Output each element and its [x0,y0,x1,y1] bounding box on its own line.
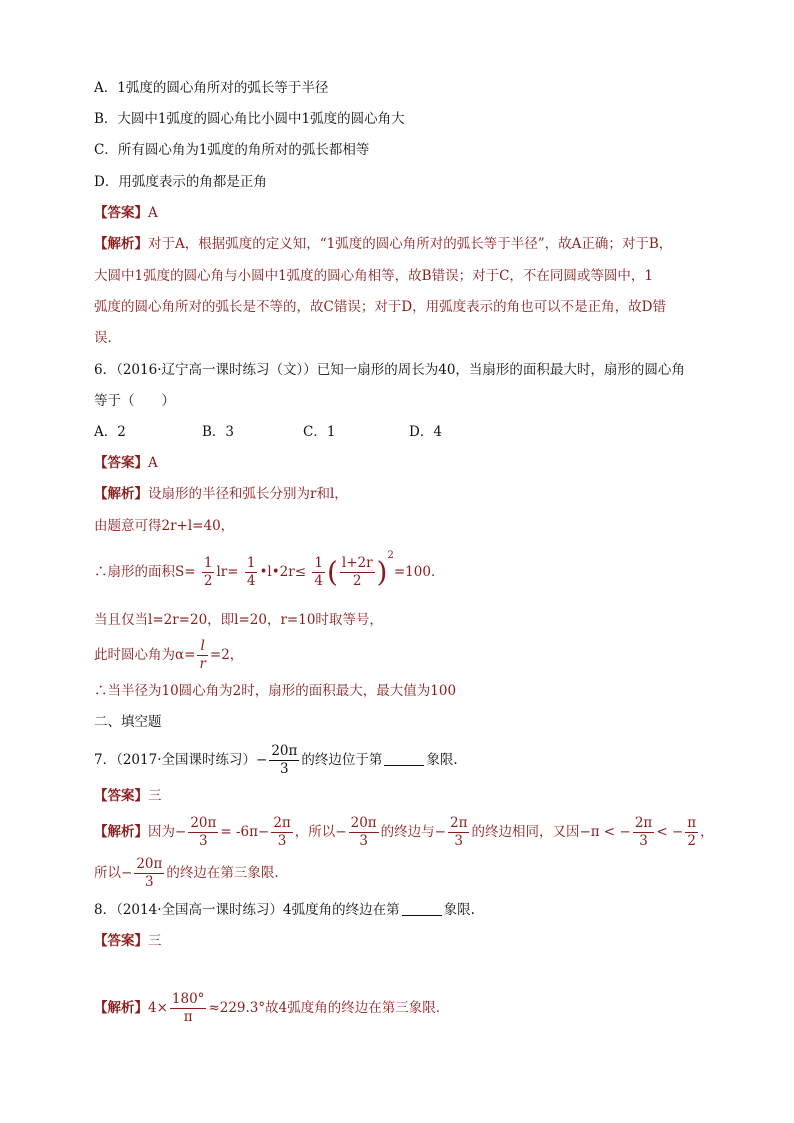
so-text: 所以 [94,865,121,881]
numerator: 20π [350,815,377,831]
q5-analysis-line-1 [94,234,672,254]
answer-value: 三 [148,933,162,949]
minus-sign: − [258,824,270,840]
numerator: l+2r [341,555,373,571]
q5-answer [94,203,158,223]
denominator: 4 [314,573,323,589]
q8-stem-text-b: 象限. [443,902,475,918]
q7-stem [94,736,458,784]
fraction-2pi-over-3-c [633,815,654,850]
q5-option-d: D．用弧度表示的角都是正角 [94,174,267,190]
numerator: 20π [190,815,217,831]
fraction-20pi-over-3-c [134,856,164,891]
because-text: 因为 [148,824,175,840]
dot-2r-text: •l•2r≤ [259,564,307,580]
minus-sign: − [121,865,133,881]
minus-sign: − [335,824,347,840]
q8-stem-text-a: 8．（2014·全国高一课时练习）4弧度角的终边在第 [94,902,400,918]
denominator: 2 [687,833,696,849]
numerator: l [197,638,207,656]
inequality-text-2: < − [656,824,684,840]
fraction-l-over-r [197,638,207,673]
q6-angle-formula [94,634,243,676]
denominator: 3 [454,833,464,849]
q7-stem-suffix-b: 象限. [426,752,458,768]
so-text: ，所以 [294,824,336,840]
denominator: r [199,656,206,672]
conclusion-text: ≈229.3°故4弧度角的终边在第三象限． [208,1000,450,1016]
q5-option-b: B．大圆中1弧度的圆心角比小圆中1弧度的圆心角大 [94,111,405,127]
q6-option-a: A．2 [94,424,126,440]
answer-value: 三 [148,788,162,804]
answer-tag: 【答案】 [94,933,148,949]
answer-blank [402,901,442,916]
numerator: π [687,815,697,831]
fraction-pi-over-2 [685,815,698,850]
numerator: 1 [314,555,323,571]
analysis-text: 设扇形的半径和弧长分别为r和l， [148,486,348,502]
same-text-1: 的终边与 [380,824,435,840]
exponent: 2 [387,550,394,561]
analysis-tag: 【解析】 [94,824,148,840]
fraction-180-over-pi [170,991,207,1026]
equals-text: = -6π [220,824,259,840]
times-text: 4× [148,1000,168,1016]
fraction-2pi-over-3-b [448,815,469,850]
q6-option-b: B．3 [202,424,235,440]
section-heading: 二、填空题 [94,714,162,730]
numerator: 2π [273,815,291,831]
right-paren: ) [376,555,388,589]
denominator: 2 [203,573,213,589]
q8-answer [94,931,162,951]
numerator: 20π [271,743,298,759]
lr-text: lr= [216,564,239,580]
answer-value: A [148,205,158,221]
numerator: 1 [246,555,256,571]
q6-options [94,422,442,442]
fraction-20pi-over-3-b [349,815,379,850]
q6-area-formula [94,546,444,599]
q6-option-c: C．1 [303,424,336,440]
left-paren: ( [326,555,338,589]
denominator: 3 [277,833,287,849]
angle-suffix: =2， [209,647,244,663]
minus-sign: − [434,824,446,840]
q8-stem [94,900,475,920]
denominator: π [183,1009,193,1025]
denominator: 3 [359,833,368,849]
answer-tag: 【答案】 [94,205,148,221]
q7-analysis-line-1 [94,808,714,856]
q6-option-d: D．4 [409,424,442,440]
denominator: 3 [280,761,289,777]
q8-analysis [94,986,449,1030]
q5-option-a: A．1弧度的圆心角所对的弧长等于半径 [94,80,329,96]
q7-stem-prefix: 7．（2017·全国课时练习） [94,752,256,768]
fraction-20pi-over-3 [269,743,299,778]
minus-sign: − [175,824,187,840]
fraction-one-half [202,555,215,590]
answer-value: A [148,455,158,471]
same-text-2: 的终边相同，又因 [471,824,580,840]
equals-100: =100． [393,564,445,580]
q5-analysis-line-4: 误． [94,330,121,346]
fraction-one-quarter-b [312,555,325,590]
answer-tag: 【答案】 [94,788,148,804]
denominator: 4 [246,573,256,589]
numerator: 2π [634,815,653,831]
conclusion-text: 的终边在第三象限. [166,865,279,881]
q5-analysis-line-3: 弧度的圆心角所对的弧长是不等的，故C错误；对于D，用弧度表示的角也可以不是正角，故D错 [94,299,666,315]
analysis-text: 对于A，根据弧度的定义知，“1弧度的圆心角所对的弧长等于半径”，故A正确；对于B， [148,236,673,252]
denominator: 3 [145,874,154,890]
q6-analysis-line-2: 由题意可得2r+l=40， [94,518,235,534]
fraction-one-quarter [245,555,258,590]
analysis-tag: 【解析】 [94,1000,148,1016]
q6-answer [94,453,158,473]
analysis-tag: 【解析】 [94,236,148,252]
q6-analysis-line-4: 当且仅当l=2r=20，即l=20，r=10时取等号， [94,612,383,628]
analysis-tag: 【解析】 [94,486,148,502]
numerator: 180° [171,991,205,1007]
fraction-l-plus-2r [340,555,375,590]
q6-analysis-line-1 [94,484,348,504]
answer-blank [384,751,424,766]
q6-stem-line-2: 等于（ ） [94,393,175,409]
q5-analysis-line-2: 大圆中1弧度的圆心角与小圆中1弧度的圆心角相等，故B错误；对于C，不在同圆或等圆中，1 [94,268,654,284]
q5-option-c: C．所有圆心角为1弧度的角所对的弧长都相等 [94,142,370,158]
numerator: 1 [203,555,213,571]
inequality-text-1: −π < − [579,824,631,840]
angle-prefix: 此时圆心角为α= [94,647,196,663]
q7-analysis-line-2 [94,850,279,896]
comma: ， [700,824,714,840]
q7-answer [94,786,162,806]
fraction-20pi-over-3 [188,815,218,850]
denominator: 2 [352,573,362,589]
denominator: 3 [639,833,648,849]
q6-analysis-line-6: ∴当半径为10圆心角为2时，扇形的面积最大，最大值为100 [94,683,457,699]
numerator: 2π [449,815,468,831]
answer-tag: 【答案】 [94,455,148,471]
q7-stem-suffix-a: 的终边位于第 [301,752,383,768]
numerator: 20π [136,856,163,872]
fraction-2pi-over-3 [271,815,292,850]
denominator: 3 [199,833,208,849]
minus-sign: − [256,752,268,768]
area-prefix: ∴扇形的面积S= [94,564,196,580]
q6-stem-line-1: 6．（2016·辽宁高一课时练习（文））已知一扇形的周长为40，当扇形的面积最大时，扇形的圆心角 [94,362,685,378]
